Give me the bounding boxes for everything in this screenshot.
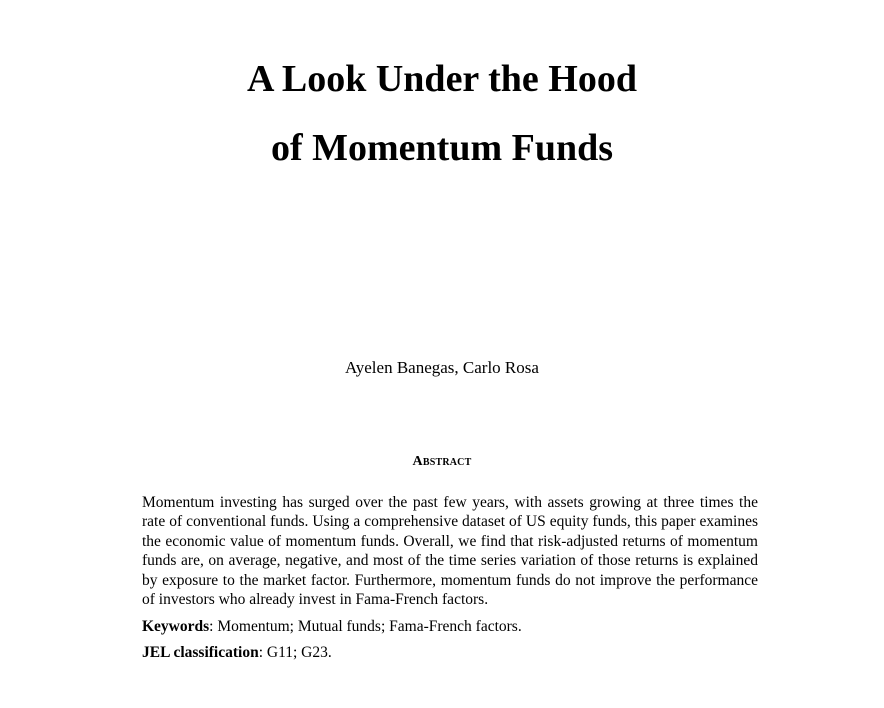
author-list: Ayelen Banegas, Carlo Rosa: [345, 358, 539, 377]
jel-classification-label: JEL classification: [142, 644, 259, 661]
jel-classification-value: : G11; G23.: [258, 644, 332, 661]
keywords-line: [142, 617, 758, 636]
jel-classification-line: [142, 643, 758, 662]
paper-title-line-1: A Look Under the Hood: [247, 58, 637, 100]
abstract-heading: Abstract: [412, 454, 472, 469]
keywords-label: Keywords: [142, 618, 210, 635]
abstract-text: Momentum investing has surged over the past few years, with assets growing at three times the rate of conventional funds. Using a comprehensive dataset of US equity funds, this paper examines the economic value of momentum funds. Overall, we find that risk-adjusted returns of momentum funds are, on average, negative, and most of the time series variation of those returns is explained by exposure to the market factor. Furthermore, momentum funds do not improve the performance of investors who already invest in Fama-French factors.: [142, 494, 758, 609]
keywords-value: : Momentum; Mutual funds; Fama-French factors.: [209, 618, 522, 635]
paper-title-line-2: of Momentum Funds: [270, 127, 614, 169]
